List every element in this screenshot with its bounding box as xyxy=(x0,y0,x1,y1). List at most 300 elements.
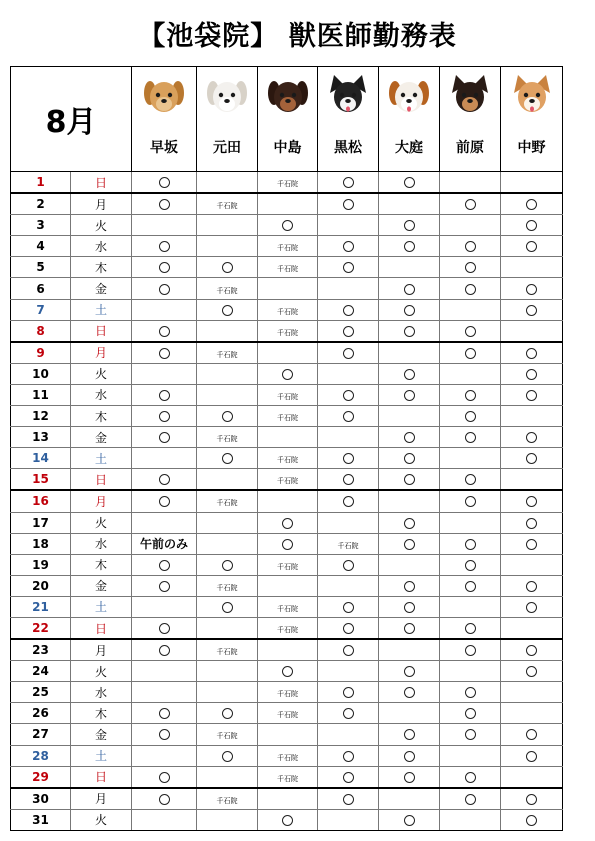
on-duty-circle-icon xyxy=(404,602,415,613)
on-duty-circle-icon xyxy=(159,581,170,592)
table-row xyxy=(11,533,563,554)
on-duty-circle-icon xyxy=(343,411,354,422)
on-duty-circle-icon xyxy=(159,645,170,656)
on-duty-circle-icon xyxy=(159,729,170,740)
shift-cell xyxy=(197,512,258,533)
shift-cell xyxy=(258,193,318,215)
shift-cell xyxy=(132,427,197,448)
shift-cell xyxy=(379,639,440,661)
on-duty-circle-icon xyxy=(526,815,537,826)
shift-cell xyxy=(197,788,258,810)
on-duty-circle-icon xyxy=(159,390,170,401)
shift-cell xyxy=(197,661,258,682)
on-duty-circle-icon xyxy=(404,751,415,762)
dog-face-icon xyxy=(266,73,310,119)
table-row xyxy=(11,682,563,703)
table-row xyxy=(11,788,563,810)
on-duty-circle-icon xyxy=(465,241,476,252)
table-row xyxy=(11,278,563,299)
shift-cell xyxy=(258,788,318,810)
on-duty-circle-icon xyxy=(465,390,476,401)
shift-cell xyxy=(258,257,318,278)
on-duty-circle-icon xyxy=(465,199,476,210)
on-duty-circle-icon xyxy=(526,666,537,677)
table-row xyxy=(11,193,563,215)
shift-cell xyxy=(197,342,258,364)
day-number: 9 xyxy=(11,342,71,364)
chitose-branch-label: 千石院 xyxy=(277,244,298,253)
weekday: 水 xyxy=(71,236,132,257)
doctor-column-header xyxy=(318,67,379,172)
shift-cell xyxy=(132,299,197,320)
on-duty-circle-icon xyxy=(465,432,476,443)
table-row xyxy=(11,236,563,257)
table-row xyxy=(11,342,563,364)
shift-cell xyxy=(258,533,318,554)
shift-cell xyxy=(379,320,440,342)
on-duty-circle-icon xyxy=(465,581,476,592)
shift-cell xyxy=(501,406,563,427)
doctor-name: 前原 xyxy=(456,140,484,156)
weekday: 土 xyxy=(71,745,132,766)
shift-cell xyxy=(501,575,563,596)
shift-cell xyxy=(501,661,563,682)
shift-cell xyxy=(440,575,501,596)
shift-cell xyxy=(501,215,563,236)
weekday: 水 xyxy=(71,682,132,703)
on-duty-circle-icon xyxy=(526,348,537,359)
table-row xyxy=(11,639,563,661)
on-duty-circle-icon xyxy=(343,708,354,719)
dog-face-icon xyxy=(387,73,431,119)
on-duty-circle-icon xyxy=(404,474,415,485)
shift-cell xyxy=(258,575,318,596)
shift-cell xyxy=(132,448,197,469)
on-duty-circle-icon xyxy=(222,453,233,464)
shift-cell xyxy=(132,745,197,766)
weekday: 日 xyxy=(71,320,132,342)
on-duty-circle-icon xyxy=(343,390,354,401)
shift-cell xyxy=(197,299,258,320)
weekday: 土 xyxy=(71,448,132,469)
shift-cell xyxy=(440,363,501,384)
shift-cell xyxy=(379,193,440,215)
on-duty-circle-icon xyxy=(526,518,537,529)
shift-cell xyxy=(197,257,258,278)
on-duty-circle-icon xyxy=(526,539,537,550)
on-duty-circle-icon xyxy=(282,666,293,677)
shift-cell xyxy=(318,193,379,215)
shift-cell xyxy=(318,215,379,236)
shift-cell xyxy=(501,809,563,830)
shift-cell xyxy=(318,703,379,724)
on-duty-circle-icon xyxy=(404,432,415,443)
on-duty-circle-icon xyxy=(526,241,537,252)
shift-cell xyxy=(440,236,501,257)
day-number: 8 xyxy=(11,320,71,342)
shift-cell xyxy=(132,320,197,342)
table-row xyxy=(11,724,563,745)
doctor-column-header xyxy=(501,67,563,172)
weekday: 木 xyxy=(71,554,132,575)
on-duty-circle-icon xyxy=(526,369,537,380)
shift-cell xyxy=(501,554,563,575)
schedule-table xyxy=(10,66,563,831)
weekday: 金 xyxy=(71,278,132,299)
chitose-branch-label: 千石院 xyxy=(277,626,298,635)
shift-cell xyxy=(197,490,258,512)
shift-cell xyxy=(318,554,379,575)
shift-cell xyxy=(318,661,379,682)
shift-cell xyxy=(440,427,501,448)
shift-cell xyxy=(440,766,501,788)
shift-cell xyxy=(379,448,440,469)
chitose-branch-label: 千石院 xyxy=(277,328,298,337)
shift-cell xyxy=(440,490,501,512)
shift-cell xyxy=(318,363,379,384)
weekday: 火 xyxy=(71,512,132,533)
shift-cell xyxy=(501,788,563,810)
on-duty-circle-icon xyxy=(465,560,476,571)
weekday: 日 xyxy=(71,469,132,491)
chitose-branch-label: 千石院 xyxy=(216,202,238,211)
on-duty-circle-icon xyxy=(526,645,537,656)
shift-cell xyxy=(197,427,258,448)
shift-cell xyxy=(197,172,258,194)
chitose-branch-label: 千石院 xyxy=(277,753,298,762)
shift-cell xyxy=(132,788,197,810)
weekday: 火 xyxy=(71,215,132,236)
on-duty-circle-icon xyxy=(404,815,415,826)
shift-cell xyxy=(440,639,501,661)
shift-cell xyxy=(440,172,501,194)
dog-face-icon xyxy=(448,73,492,119)
shift-cell xyxy=(197,617,258,639)
day-number: 31 xyxy=(11,809,71,830)
on-duty-circle-icon xyxy=(526,305,537,316)
chitose-branch-label: 千石院 xyxy=(277,604,298,613)
doctor-name: 元田 xyxy=(213,140,241,156)
on-duty-circle-icon xyxy=(526,453,537,464)
shift-cell xyxy=(379,745,440,766)
on-duty-circle-icon xyxy=(343,794,354,805)
shift-cell xyxy=(440,448,501,469)
shift-cell xyxy=(132,342,197,364)
day-number: 20 xyxy=(11,575,71,596)
day-number: 18 xyxy=(11,533,71,554)
shift-cell xyxy=(318,172,379,194)
table-row xyxy=(11,320,563,342)
shift-cell xyxy=(197,406,258,427)
table-row xyxy=(11,766,563,788)
on-duty-circle-icon xyxy=(159,284,170,295)
shift-cell xyxy=(501,745,563,766)
on-duty-circle-icon xyxy=(343,687,354,698)
shift-cell xyxy=(440,342,501,364)
on-duty-circle-icon xyxy=(404,284,415,295)
shift-cell xyxy=(318,384,379,405)
doctor-name: 中野 xyxy=(517,140,546,156)
shift-cell xyxy=(258,406,318,427)
table-row xyxy=(11,596,563,617)
table-row xyxy=(11,809,563,830)
chitose-branch-label: 千石院 xyxy=(277,711,298,720)
on-duty-circle-icon xyxy=(159,262,170,273)
shift-cell xyxy=(132,596,197,617)
shift-cell xyxy=(440,384,501,405)
chitose-branch-label: 千石院 xyxy=(216,796,238,805)
on-duty-circle-icon xyxy=(343,496,354,507)
shift-cell xyxy=(132,724,197,745)
weekday: 土 xyxy=(71,299,132,320)
on-duty-circle-icon xyxy=(343,645,354,656)
on-duty-circle-icon xyxy=(222,305,233,316)
chitose-branch-label: 千石院 xyxy=(277,477,298,486)
shift-cell xyxy=(258,682,318,703)
on-duty-circle-icon xyxy=(465,645,476,656)
table-row xyxy=(11,406,563,427)
on-duty-circle-icon xyxy=(343,177,354,188)
shift-cell xyxy=(379,703,440,724)
on-duty-circle-icon xyxy=(282,369,293,380)
shift-cell xyxy=(197,554,258,575)
on-duty-circle-icon xyxy=(343,241,354,252)
day-number: 13 xyxy=(11,427,71,448)
shift-cell xyxy=(132,172,197,194)
shift-cell xyxy=(501,193,563,215)
shift-cell xyxy=(258,554,318,575)
shift-cell xyxy=(258,427,318,448)
on-duty-circle-icon xyxy=(282,220,293,231)
shift-cell xyxy=(440,745,501,766)
table-row xyxy=(11,745,563,766)
shift-cell xyxy=(501,427,563,448)
shift-cell xyxy=(379,596,440,617)
chitose-branch-label: 千石院 xyxy=(216,499,238,508)
shift-cell xyxy=(501,724,563,745)
shift-cell xyxy=(440,703,501,724)
shift-cell xyxy=(440,533,501,554)
shift-cell xyxy=(258,596,318,617)
chitose-branch-label: 千石院 xyxy=(277,307,298,316)
shift-cell xyxy=(197,363,258,384)
on-duty-circle-icon xyxy=(343,751,354,762)
on-duty-circle-icon xyxy=(526,729,537,740)
dog-face-icon xyxy=(326,73,370,119)
table-row xyxy=(11,512,563,533)
shift-cell xyxy=(318,575,379,596)
shift-cell xyxy=(501,639,563,661)
on-duty-circle-icon xyxy=(465,411,476,422)
day-number: 5 xyxy=(11,257,71,278)
on-duty-circle-icon xyxy=(343,305,354,316)
shift-cell xyxy=(501,320,563,342)
on-duty-circle-icon xyxy=(159,560,170,571)
chitose-branch-label: 千石院 xyxy=(277,562,298,571)
weekday: 火 xyxy=(71,809,132,830)
weekday: 金 xyxy=(71,427,132,448)
shift-cell xyxy=(501,703,563,724)
on-duty-circle-icon xyxy=(222,262,233,273)
day-number: 11 xyxy=(11,384,71,405)
weekday: 金 xyxy=(71,724,132,745)
shift-cell xyxy=(318,236,379,257)
weekday: 日 xyxy=(71,766,132,788)
chitose-branch-label: 千石院 xyxy=(216,648,238,657)
shift-cell xyxy=(197,575,258,596)
day-number: 27 xyxy=(11,724,71,745)
doctor-column-header xyxy=(258,67,318,172)
shift-cell xyxy=(318,320,379,342)
shift-cell xyxy=(258,342,318,364)
shift-cell xyxy=(318,682,379,703)
shift-cell xyxy=(197,533,258,554)
on-duty-circle-icon xyxy=(159,772,170,783)
on-duty-circle-icon xyxy=(404,623,415,634)
shift-cell xyxy=(197,384,258,405)
day-number: 17 xyxy=(11,512,71,533)
on-duty-circle-icon xyxy=(159,177,170,188)
shift-cell xyxy=(197,745,258,766)
on-duty-circle-icon xyxy=(526,496,537,507)
on-duty-circle-icon xyxy=(404,772,415,783)
shift-cell xyxy=(379,809,440,830)
on-duty-circle-icon xyxy=(343,602,354,613)
day-number: 25 xyxy=(11,682,71,703)
on-duty-circle-icon xyxy=(222,411,233,422)
on-duty-circle-icon xyxy=(404,539,415,550)
shift-cell xyxy=(379,427,440,448)
chitose-branch-label: 千石院 xyxy=(277,180,298,189)
shift-cell xyxy=(501,342,563,364)
shift-cell xyxy=(258,766,318,788)
weekday: 月 xyxy=(71,193,132,215)
on-duty-circle-icon xyxy=(343,326,354,337)
day-number: 7 xyxy=(11,299,71,320)
shift-cell xyxy=(132,575,197,596)
on-duty-circle-icon xyxy=(159,199,170,210)
shift-cell xyxy=(440,320,501,342)
shift-cell xyxy=(318,617,379,639)
day-number: 21 xyxy=(11,596,71,617)
doctor-column-header xyxy=(132,67,197,172)
shift-cell xyxy=(258,299,318,320)
shift-cell xyxy=(197,724,258,745)
on-duty-circle-icon xyxy=(404,390,415,401)
weekday: 日 xyxy=(71,172,132,194)
day-number: 24 xyxy=(11,661,71,682)
on-duty-circle-icon xyxy=(159,348,170,359)
doctor-name: 大庭 xyxy=(395,140,423,156)
on-duty-circle-icon xyxy=(159,794,170,805)
shift-cell xyxy=(132,639,197,661)
chitose-branch-label: 千石院 xyxy=(216,435,238,444)
shift-cell xyxy=(501,512,563,533)
day-number: 26 xyxy=(11,703,71,724)
shift-cell xyxy=(379,342,440,364)
on-duty-circle-icon xyxy=(343,348,354,359)
on-duty-circle-icon xyxy=(465,623,476,634)
weekday: 水 xyxy=(71,384,132,405)
on-duty-circle-icon xyxy=(404,581,415,592)
on-duty-circle-icon xyxy=(526,220,537,231)
doctor-column-header xyxy=(440,67,501,172)
chitose-branch-label: 千石院 xyxy=(216,286,238,295)
on-duty-circle-icon xyxy=(465,326,476,337)
shift-cell xyxy=(258,172,318,194)
chitose-branch-label: 千石院 xyxy=(337,541,359,550)
shift-cell xyxy=(197,236,258,257)
on-duty-circle-icon xyxy=(404,241,415,252)
shift-cell xyxy=(440,682,501,703)
shift-cell xyxy=(132,215,197,236)
on-duty-circle-icon xyxy=(526,390,537,401)
on-duty-circle-icon xyxy=(465,729,476,740)
table-row xyxy=(11,448,563,469)
day-number: 3 xyxy=(11,215,71,236)
on-duty-circle-icon xyxy=(343,560,354,571)
shift-cell xyxy=(258,320,318,342)
on-duty-circle-icon xyxy=(222,708,233,719)
shift-cell xyxy=(197,278,258,299)
table-row xyxy=(11,172,563,194)
shift-cell xyxy=(501,682,563,703)
chitose-branch-label: 千石院 xyxy=(277,414,298,423)
on-duty-circle-icon xyxy=(465,348,476,359)
on-duty-circle-icon xyxy=(222,751,233,762)
shift-cell xyxy=(379,469,440,491)
on-duty-circle-icon xyxy=(343,453,354,464)
shift-cell xyxy=(318,448,379,469)
shift-cell xyxy=(258,490,318,512)
chitose-branch-label: 千石院 xyxy=(277,690,298,699)
shift-cell xyxy=(318,278,379,299)
on-duty-circle-icon xyxy=(526,581,537,592)
shift-cell xyxy=(258,661,318,682)
doctor-name: 黒松 xyxy=(334,140,362,156)
weekday: 金 xyxy=(71,575,132,596)
shift-cell xyxy=(132,278,197,299)
on-duty-circle-icon xyxy=(526,602,537,613)
shift-cell xyxy=(501,299,563,320)
shift-cell xyxy=(501,617,563,639)
month-label: 8月 xyxy=(11,67,132,172)
on-duty-circle-icon xyxy=(282,815,293,826)
table-row xyxy=(11,363,563,384)
shift-cell xyxy=(318,490,379,512)
shift-cell xyxy=(379,554,440,575)
shift-cell xyxy=(258,469,318,491)
doctor-name: 早坂 xyxy=(150,140,178,156)
weekday: 木 xyxy=(71,406,132,427)
chitose-branch-label: 千石院 xyxy=(277,265,298,274)
shift-cell xyxy=(379,384,440,405)
shift-cell xyxy=(258,278,318,299)
day-number: 30 xyxy=(11,788,71,810)
shift-cell xyxy=(501,533,563,554)
shift-cell xyxy=(501,596,563,617)
on-duty-circle-icon xyxy=(404,518,415,529)
header-row xyxy=(11,67,563,172)
chitose-branch-label: 千石院 xyxy=(277,774,298,783)
on-duty-circle-icon xyxy=(404,305,415,316)
doctor-column-header xyxy=(379,67,440,172)
shift-cell xyxy=(258,724,318,745)
shift-cell xyxy=(379,172,440,194)
shift-cell xyxy=(197,469,258,491)
shift-cell xyxy=(379,257,440,278)
on-duty-circle-icon xyxy=(222,602,233,613)
